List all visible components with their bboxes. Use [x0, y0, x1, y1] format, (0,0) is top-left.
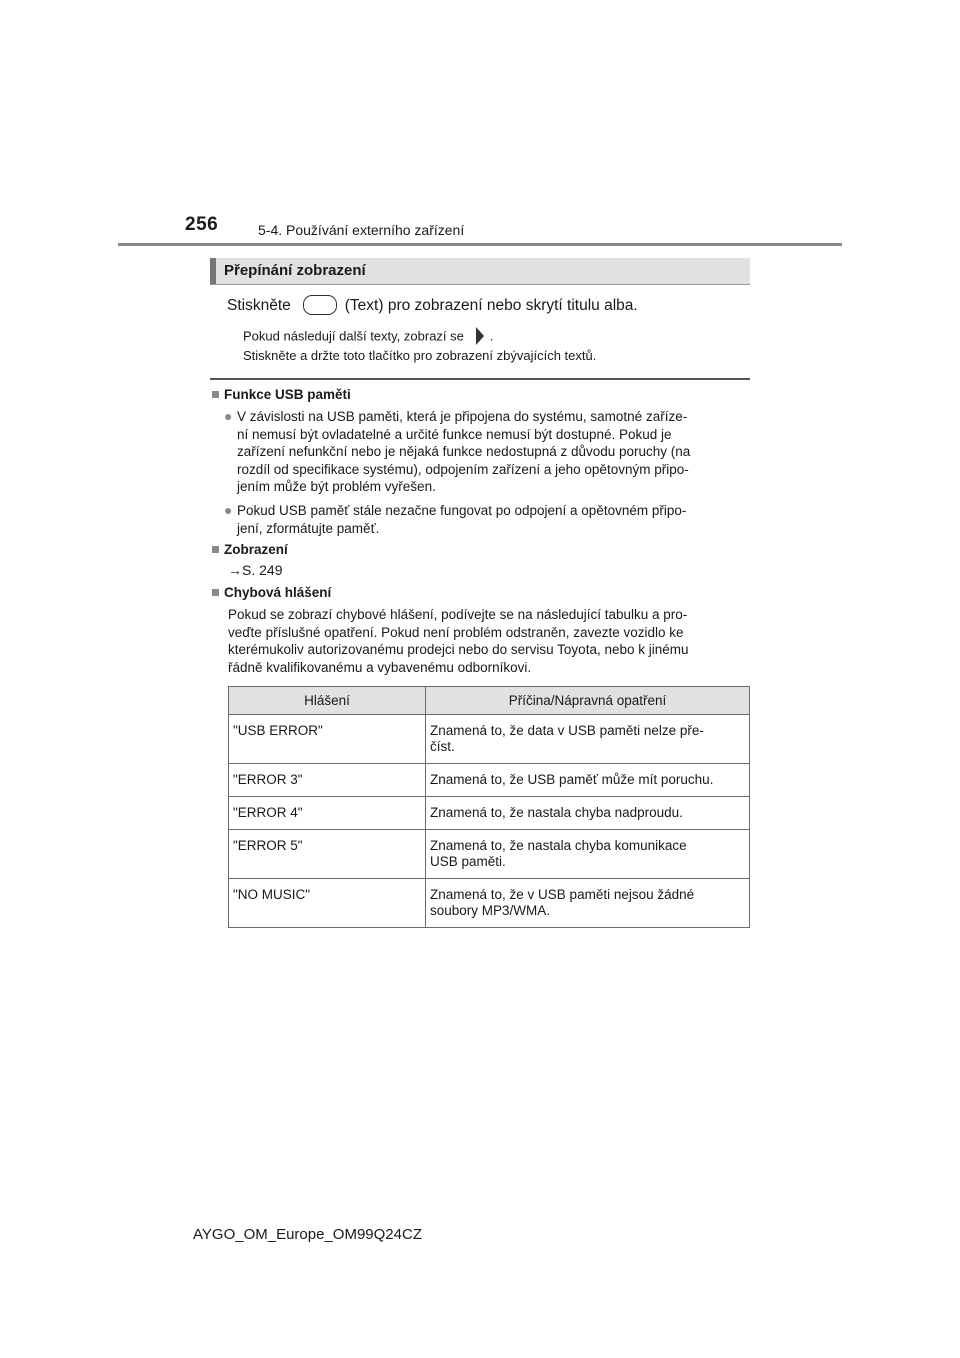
instruction-after: (Text) pro zobrazení nebo skrytí titulu alba.	[344, 297, 638, 315]
square-bullet-icon	[212, 391, 219, 398]
section-divider	[210, 378, 750, 380]
circle-bullet-icon: ●	[224, 502, 233, 518]
rounded-button-icon	[303, 295, 337, 315]
cause-line: Znamená to, že nastala chyba nadproudu.	[430, 805, 683, 820]
section-underline	[210, 284, 750, 285]
note-line-1-text: Pokud následují další texty, zobrazí se	[243, 328, 464, 344]
usb-bullet-1-line: ní nemusí být ovladatelné a určité funkce nemusí být dostupné. Pokud je	[237, 426, 672, 442]
square-bullet-icon	[212, 589, 219, 596]
chapter-title: 5-4. Používání externího zařízení	[258, 222, 465, 238]
errors-paragraph	[228, 606, 748, 676]
table-row	[229, 764, 750, 797]
section-heading-stripe	[210, 258, 216, 284]
display-heading-text: Zobrazení	[224, 542, 288, 557]
errors-paragraph-line: veďte příslušné opatření. Pokud není problém odstraněn, zavezte vozidlo ke	[228, 624, 684, 640]
table-cell-cause	[426, 764, 750, 797]
usb-bullet-1-line: V závislosti na USB paměti, která je připojena do systému, samotné zaříze-	[237, 409, 688, 424]
errors-paragraph-line: Pokud se zobrazí chybové hlášení, podívejte se na následující tabulku a pro-	[228, 607, 688, 622]
display-heading	[212, 542, 288, 557]
usb-heading-text: Funkce USB paměti	[224, 387, 351, 402]
cause-line: Znamená to, že data v USB paměti nelze pře-	[430, 723, 704, 738]
table-cell-message: "ERROR 4"	[229, 797, 426, 830]
error-messages-table	[228, 686, 750, 928]
table-header: Příčina/Nápravná opatření	[426, 687, 750, 715]
table-header: Hlášení	[229, 687, 426, 715]
table-row	[229, 797, 750, 830]
square-bullet-icon	[212, 546, 219, 553]
table-row	[229, 830, 750, 879]
table-cell-cause	[426, 797, 750, 830]
usb-bullet-1-line: zařízení nefunkční nebo je nějaká funkce nedostupná z důvodu poruchy (na	[237, 444, 691, 459]
table-header-row	[229, 687, 750, 715]
usb-heading	[212, 387, 351, 402]
usb-bullet-2-line: jení, zformátujte paměť.	[237, 520, 380, 536]
table-cell-cause	[426, 715, 750, 764]
usb-bullet-1	[237, 408, 747, 496]
table-cell-cause	[426, 830, 750, 879]
instruction	[227, 295, 638, 317]
note-line-1	[243, 327, 494, 347]
cause-line: USB paměti.	[430, 854, 506, 869]
errors-paragraph-line: kterémukoliv autorizovanému prodejci nebo do servisu Toyota, nebo k jinému	[228, 642, 689, 657]
note-line-2: Stiskněte a držte toto tlačítko pro zobrazení zbývajících textů.	[243, 348, 597, 363]
section-heading: Přepínání zobrazení	[224, 262, 366, 279]
table-cell-message: "NO MUSIC"	[229, 879, 426, 928]
table-cell-message: "ERROR 3"	[229, 764, 426, 797]
table-cell-message: "USB ERROR"	[229, 715, 426, 764]
usb-bullet-2-line: Pokud USB paměť stále nezačne fungovat po odpojení a opětovném připo-	[237, 503, 687, 518]
footer-code: AYGO_OM_Europe_OM99Q24CZ	[193, 1226, 422, 1243]
table-cell-cause	[426, 879, 750, 928]
errors-heading-text: Chybová hlášení	[224, 585, 332, 600]
table-row	[229, 715, 750, 764]
errors-heading	[212, 585, 331, 600]
usb-bullet-1-line: jením může být problém vyřešen.	[237, 479, 436, 494]
note-line-1-end: .	[489, 328, 494, 344]
table-cell-message: "ERROR 5"	[229, 830, 426, 879]
usb-bullet-2	[237, 502, 747, 537]
usb-bullet-1-line: rozdíl od specifikace systému), odpojením zařízení a jeho opětovným připo-	[237, 461, 689, 477]
circle-bullet-icon: ●	[224, 408, 233, 424]
header-divider	[118, 243, 842, 246]
cause-line: Znamená to, že v USB paměti nejsou žádné	[430, 887, 695, 902]
table-row	[229, 879, 750, 928]
section-heading-bar	[210, 258, 750, 284]
page-number: 256	[185, 214, 219, 235]
cause-line: Znamená to, že USB paměť může mít poruchu.	[430, 772, 714, 787]
instruction-before: Stiskněte	[227, 297, 291, 315]
cause-line: číst.	[430, 739, 455, 754]
cause-line: Znamená to, že nastala chyba komunikace	[430, 838, 687, 853]
page-reference-link[interactable]: →S. 249	[228, 562, 283, 578]
cause-line: soubory MP3/WMA.	[430, 903, 551, 918]
right-triangle-icon	[476, 327, 484, 345]
errors-paragraph-line: řádně kvalifikovanému a vybavenému odborníkovi.	[228, 659, 532, 675]
